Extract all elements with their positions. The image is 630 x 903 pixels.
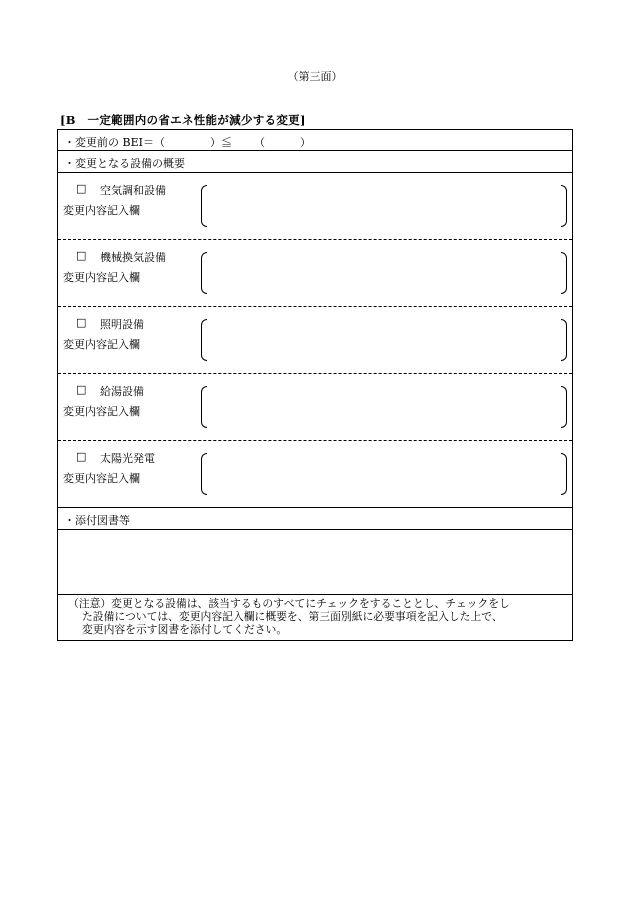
attachments-input-area[interactable] [58,530,572,595]
equipment-name: 空気調和設備 [100,184,166,197]
bei-row [58,130,572,151]
equipment-item [58,173,572,240]
equipment-checkbox[interactable]: □ [76,316,87,329]
overview-heading: ・変更となる設備の概要 [58,151,572,173]
memo-input-area[interactable] [201,252,567,294]
note-line-3: 変更内容を示す図書を添付してください。 [82,623,288,636]
memo-input-area[interactable] [201,185,567,227]
page-label: （第三面） [287,70,343,83]
bei-before-close: ）≦ [210,136,232,149]
memo-label: 変更内容記入欄 [63,204,140,217]
equipment-checkbox[interactable]: □ [76,383,87,396]
equipment-item [58,240,572,307]
memo-label: 変更内容記入欄 [63,472,140,485]
equipment-name: 太陽光発電 [100,452,155,465]
note-line-1: （注意）変更となる設備は、該当するものすべてにチェックをすることとし、チェックをし [68,597,510,610]
note-line-2: た設備については、変更内容記入欄に概要を、第三面別紙に必要事項を記入した上で、 [82,610,503,623]
memo-input-area[interactable] [201,386,567,428]
section-title: [B 一定範囲内の省エネ性能が減少する変更] [60,113,306,127]
bei-label: ・変更前の BEI＝（ [64,136,165,149]
note [58,595,572,640]
bei-reference-close: ） [300,136,311,149]
equipment-checkbox[interactable]: □ [76,249,87,262]
equipment-name: 機械換気設備 [100,251,166,264]
memo-label: 変更内容記入欄 [63,271,140,284]
equipment-item [58,307,572,374]
form-table [57,129,573,641]
equipment-name: 照明設備 [100,318,144,331]
memo-label: 変更内容記入欄 [63,405,140,418]
equipment-item [58,441,572,508]
attachments-heading: ・添付図書等 [58,508,572,530]
equipment-checkbox[interactable]: □ [76,450,87,463]
memo-label: 変更内容記入欄 [63,338,140,351]
equipment-name: 給湯設備 [100,385,144,398]
equipment-checkbox[interactable]: □ [76,182,87,195]
bei-reference-open: （ [254,136,265,149]
memo-input-area[interactable] [201,453,567,495]
memo-input-area[interactable] [201,319,567,361]
equipment-item [58,374,572,441]
